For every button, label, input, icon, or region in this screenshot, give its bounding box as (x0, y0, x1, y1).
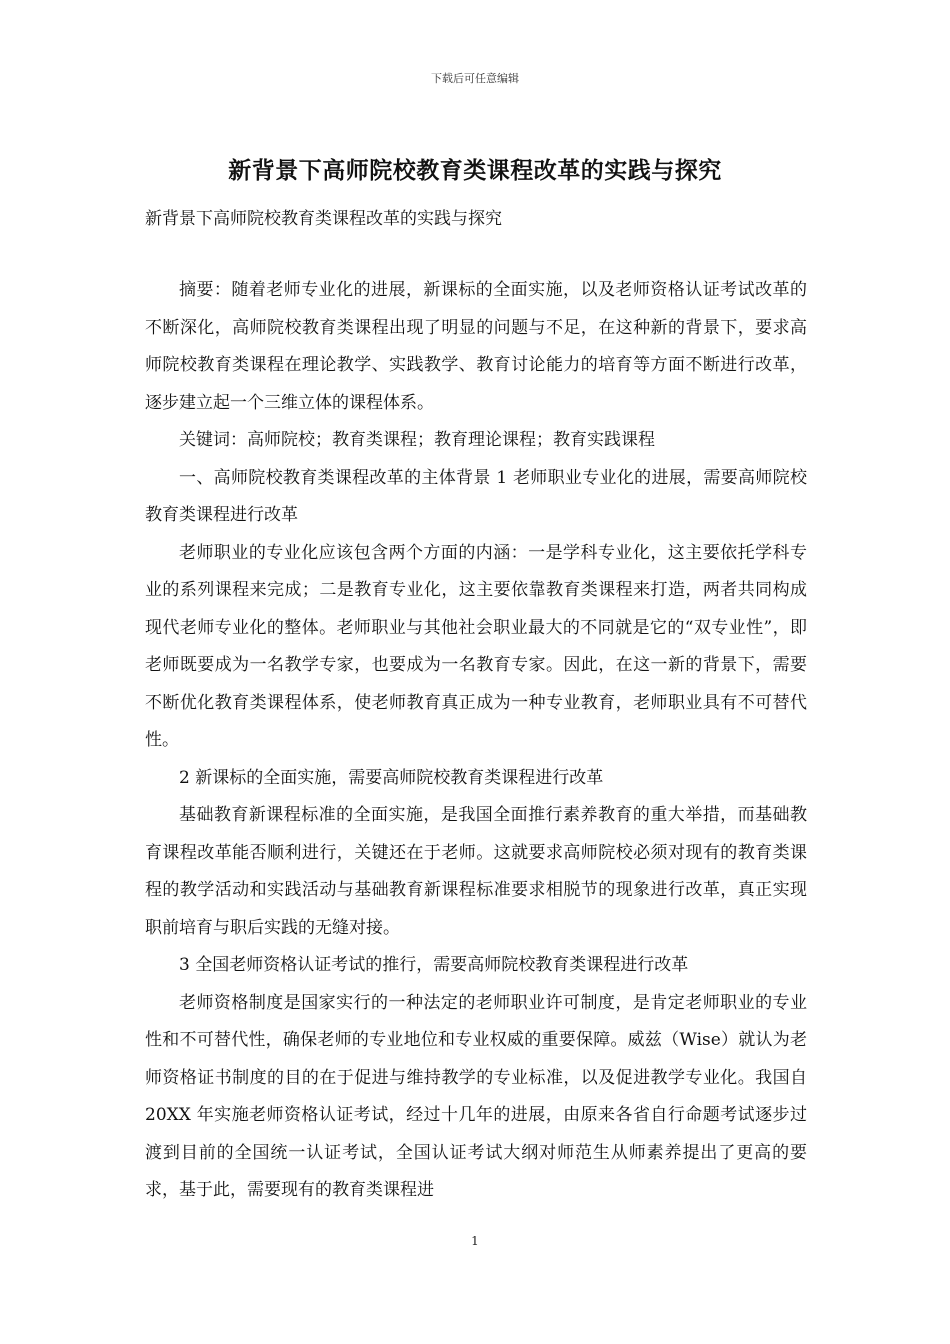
keywords-paragraph: 关键词：高师院校；教育类课程；教育理论课程；教育实践课程 (179, 430, 655, 450)
header-note: 下载后可任意编辑 (431, 72, 519, 85)
abstract-paragraph: 摘要：随着老师专业化的进展，新课标的全面实施，以及老师资格认证考试改革的不断深化，高师院校教育类课程出现了明显的问题与不足，在这种新的背景下，要求高师院校教育类课程在理论教学、实践教学、教育讨论能力的培育等方面不断进行改革，逐步建立起一个三维立体的课程体系。 (145, 280, 807, 413)
body-paragraph: 老师职业的专业化应该包含两个方面的内涵：一是学科专业化，这主要依托学科专业的系列课程来完成；二是教育专业化，这主要依靠教育类课程来打造，两者共同构成现代老师专业化的整体。老师职业与其他社会职业最大的不同就是它的“双专业性”，即老师既要成为一名教学专家，也要成为一名教育专家。因此，在这一新的背景下，需要不断优化教育类课程体系，使老师教育真正成为一种专业教育，老师职业具有不可替代性。 (145, 542, 807, 750)
document-title: 新背景下高师院校教育类课程改革的实践与探究 (228, 157, 722, 184)
document-body (145, 272, 807, 1210)
body-paragraph: 老师资格制度是国家实行的一种法定的老师职业许可制度，是肯定老师职业的专业性和不可替代性，确保老师的专业地位和专业权威的重要保障。威兹（Wise）就认为老师资格证书制度的目的在于促进与维持教学的专业标准，以及促进教学专业化。我国自 20XX 年实施老师资格认证考试，经过十几年的进展，由原来各省自行命题考试逐步过渡到目前的全国统一认证考试，全国认证考试大纲对师范生从师素养提出了更高的要求，基于此，需要现有的教育类课程进 (145, 992, 807, 1200)
subsection-heading-3: 3 全国老师资格认证考试的推行，需要高师院校教育类课程进行改革 (179, 955, 689, 975)
section-heading-1: 一、高师院校教育类课程改革的主体背景 1 老师职业专业化的进展，需要高师院校教育类课程进行改革 (145, 467, 807, 525)
document-subtitle: 新背景下高师院校教育类课程改革的实践与探究 (145, 209, 502, 229)
body-paragraph: 基础教育新课程标准的全面实施，是我国全面推行素养教育的重大举措，而基础教育课程改革能否顺利进行，关键还在于老师。这就要求高师院校必须对现有的教育类课程的教学活动和实践活动与基础教育新课程标准要求相脱节的现象进行改革，真正实现职前培育与职后实践的无缝对接。 (145, 805, 807, 938)
subsection-heading-2: 2 新课标的全面实施，需要高师院校教育类课程进行改革 (179, 767, 604, 788)
page-number: 1 (471, 1234, 479, 1248)
